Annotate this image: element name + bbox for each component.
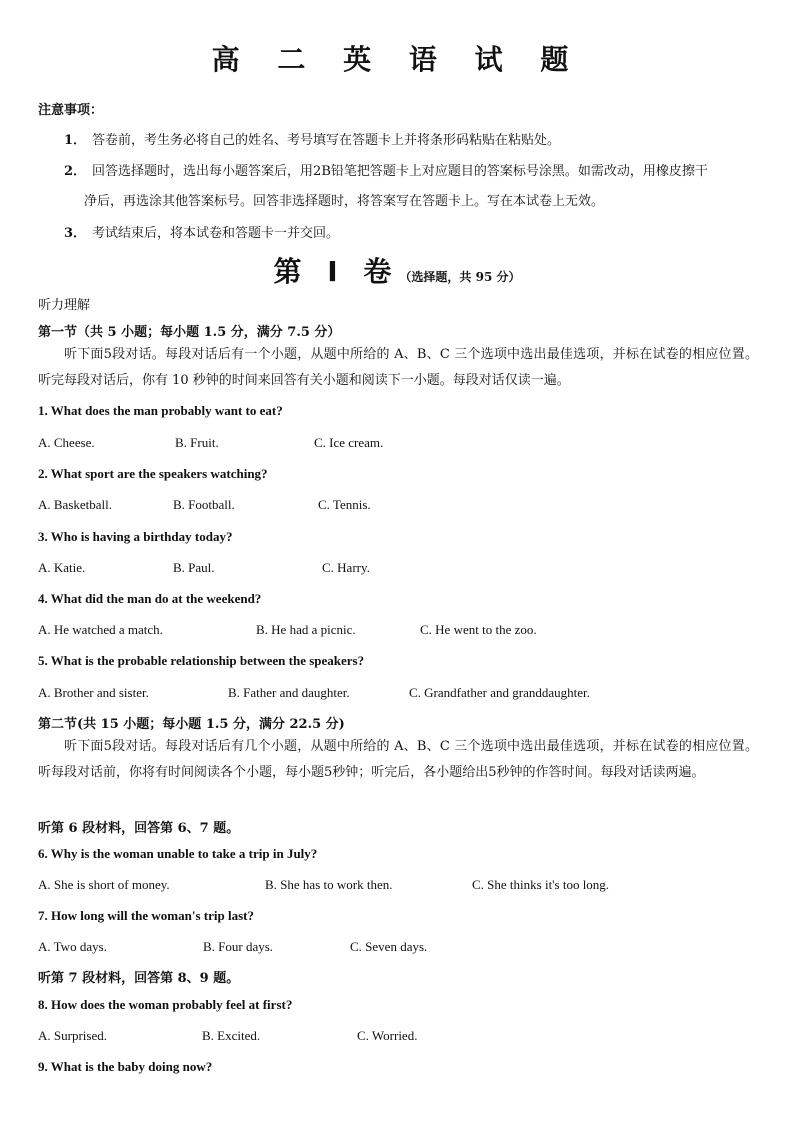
q3-option-c: C. Harry. bbox=[322, 560, 370, 575]
notice-item-3 bbox=[64, 224, 339, 244]
q8-option-b: B. Excited. bbox=[202, 1028, 261, 1043]
q7-option-b: B. Four days. bbox=[203, 939, 274, 954]
q8-option-a: A. Surprised. bbox=[38, 1028, 107, 1043]
listening-heading: 听力理解 bbox=[38, 298, 91, 313]
q5-option-b: B. Father and daughter. bbox=[228, 685, 350, 700]
q4-option-c: C. He went to the zoo. bbox=[420, 622, 537, 637]
question-4: 4. What did the man do at the weekend? bbox=[38, 591, 262, 606]
question-3: 3. Who is having a birthday today? bbox=[38, 529, 233, 544]
q5-option-c: C. Grandfather and granddaughter. bbox=[409, 685, 590, 700]
volume-heading bbox=[0, 250, 794, 290]
question-5: 5. What is the probable relationship between the speakers? bbox=[38, 653, 365, 668]
notice-item-number: 1． bbox=[64, 133, 87, 148]
material-6-heading: 听第 6 段材料，回答第 6、7 题。 bbox=[38, 821, 240, 836]
volume-note: （选择题，共 95 分） bbox=[399, 270, 521, 284]
notice-item-text: 回答选择题时，选出每小题答案后，用2B铅笔把答题卡上对应题目的答案标号涂黑。如需改动，用橡皮擦干 bbox=[92, 164, 708, 179]
q2-option-c: C. Tennis. bbox=[318, 497, 371, 512]
q7-option-a: A. Two days. bbox=[38, 939, 107, 954]
q2-option-a: A. Basketball. bbox=[38, 497, 113, 512]
notice-item-number: 2． bbox=[64, 164, 87, 179]
notice-title: 注意事项： bbox=[38, 103, 104, 118]
notice-item-continuation: 净后，再选涂其他答案标号。回答非选择题时，将答案写在答题卡上。写在本试卷上无效。 bbox=[84, 194, 605, 209]
notice-item-2 bbox=[64, 162, 764, 212]
q1-option-c: C. Ice cream. bbox=[314, 435, 384, 450]
question-7: 7. How long will the woman's trip last? bbox=[38, 908, 254, 923]
question-6: 6. Why is the woman unable to take a trip in July? bbox=[38, 846, 318, 861]
q5-option-a: A. Brother and sister. bbox=[38, 685, 149, 700]
question-9: 9. What is the baby doing now? bbox=[38, 1059, 213, 1074]
section2-title: 第二节(共 15 小题；每小题 1.5 分，满分 22.5 分) bbox=[38, 717, 345, 732]
q6-option-a: A. She is short of money. bbox=[38, 877, 170, 892]
q6-option-b: B. She has to work then. bbox=[265, 877, 393, 892]
question-8: 8. How does the woman probably feel at first? bbox=[38, 997, 293, 1012]
q1-option-a: A. Cheese. bbox=[38, 435, 95, 450]
volume-title: 第 I 卷 bbox=[273, 255, 400, 288]
q7-option-c: C. Seven days. bbox=[350, 939, 428, 954]
q4-option-a: A. He watched a match. bbox=[38, 622, 163, 637]
q1-option-b: B. Fruit. bbox=[175, 435, 219, 450]
q6-option-c: C. She thinks it's too long. bbox=[472, 877, 610, 892]
q2-option-b: B. Football. bbox=[173, 497, 235, 512]
material-7-heading: 听第 7 段材料，回答第 8、9 题。 bbox=[38, 971, 240, 986]
notice-item-text: 考试结束后，将本试卷和答题卡一并交回。 bbox=[92, 226, 340, 241]
q4-option-b: B. He had a picnic. bbox=[256, 622, 356, 637]
notice-item-text: 答卷前，考生务必将自己的姓名、考号填写在答题卡上并将条形码粘贴在粘贴处。 bbox=[92, 133, 561, 148]
q3-option-b: B. Paul. bbox=[173, 560, 215, 575]
question-1: 1. What does the man probably want to eat? bbox=[38, 403, 283, 418]
section1-instructions: 听下面5段对话。每段对话后有一个小题，从题中所给的 A、B、C 三个选项中选出最佳选项，并标在试卷的相应位置。听完每段对话后，你有 10 秒钟的时间来回答有关小题和阅读下一小题。每段对话仅读一遍。 bbox=[38, 347, 758, 388]
section1-title: 第一节（共 5 小题；每小题 1.5 分，满分 7.5 分） bbox=[38, 325, 341, 340]
notice-item-number: 3． bbox=[64, 226, 87, 241]
section2-instructions: 听下面5段对话。每段对话后有几个小题，从题中所给的 A、B、C 三个选项中选出最佳选项，并标在试卷的相应位置。听每段对话前，你将有时间阅读各个小题，每小题5秒钟；听完后，各小题给出5秒钟的作答时间。每段对话读两遍。 bbox=[38, 739, 758, 780]
exam-title: 高 二 英 语 试 题 bbox=[211, 43, 583, 76]
notice-item-1 bbox=[64, 131, 560, 151]
q3-option-a: A. Katie. bbox=[38, 560, 86, 575]
question-2: 2. What sport are the speakers watching? bbox=[38, 466, 268, 481]
q8-option-c: C. Worried. bbox=[357, 1028, 418, 1043]
